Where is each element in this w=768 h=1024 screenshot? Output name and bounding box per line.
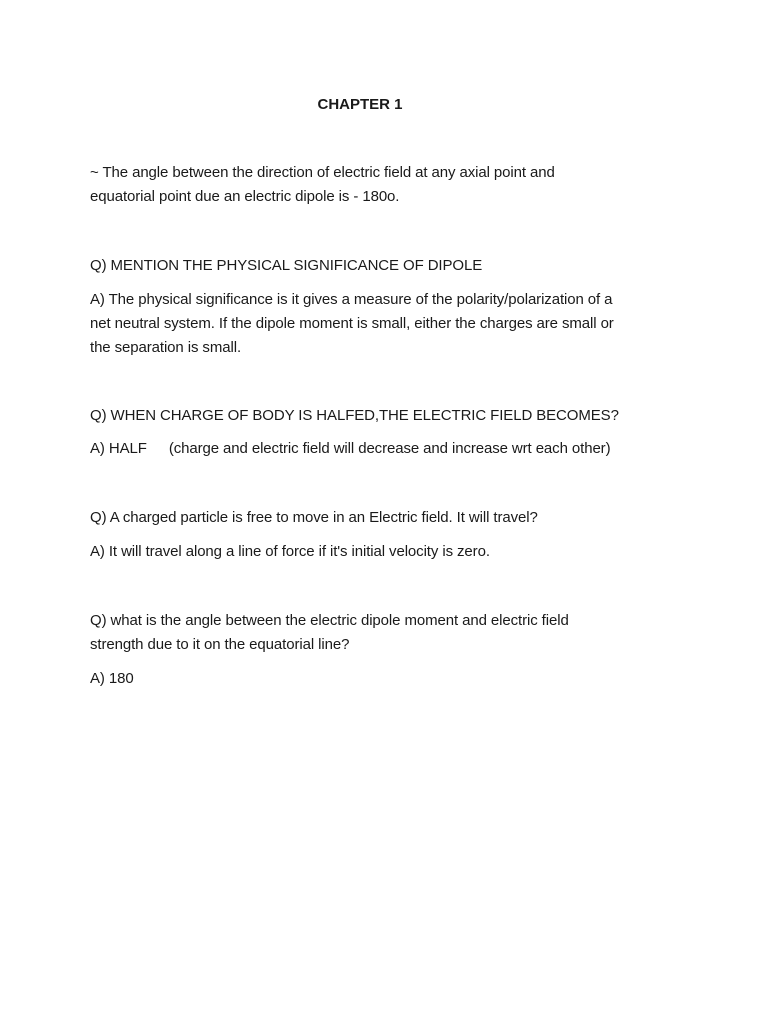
intro-line-2: equatorial point due an electric dipole is - 180o. bbox=[90, 188, 400, 205]
intro-line-1: ~ The angle between the direction of electric field at any axial point and bbox=[90, 164, 555, 181]
question-1: Q) MENTION THE PHYSICAL SIGNIFICANCE OF DIPOLE bbox=[90, 257, 483, 274]
answer-2 bbox=[90, 437, 610, 461]
answer-1-line-2: net neutral system. If the dipole moment is small, either the charges are small or bbox=[90, 315, 614, 332]
answer-4: A) 180 bbox=[90, 670, 134, 687]
question-4-line-2: strength due to it on the equatorial line? bbox=[90, 636, 350, 653]
answer-1-line-3: the separation is small. bbox=[90, 339, 242, 356]
chapter-title: CHAPTER 1 bbox=[317, 96, 403, 113]
answer-2-prefix: A) HALF bbox=[90, 440, 147, 457]
answer-3: A) It will travel along a line of force if it's initial velocity is zero. bbox=[90, 543, 490, 560]
question-2: Q) WHEN CHARGE OF BODY IS HALFED,THE ELECTRIC FIELD BECOMES? bbox=[90, 407, 619, 424]
question-4-line-1: Q) what is the angle between the electric dipole moment and electric field bbox=[90, 612, 569, 629]
question-3: Q) A charged particle is free to move in an Electric field. It will travel? bbox=[90, 509, 538, 526]
answer-1-line-1: A) The physical significance is it gives a measure of the polarity/polarization of a bbox=[90, 291, 613, 308]
answer-2-note: (charge and electric field will decrease and increase wrt each other) bbox=[168, 440, 611, 457]
